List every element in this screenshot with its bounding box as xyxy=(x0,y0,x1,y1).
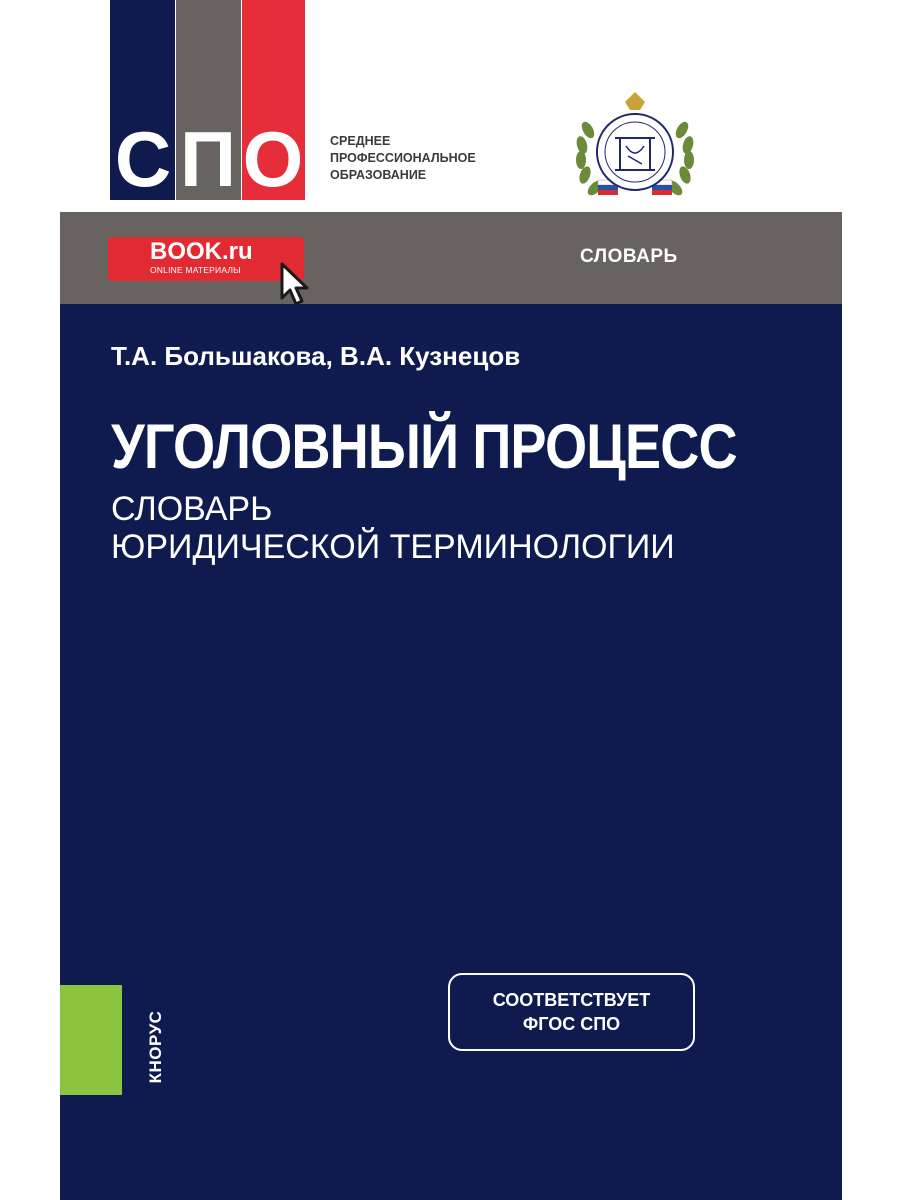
book-subtitle xyxy=(111,490,675,566)
category-label: СЛОВАРЬ xyxy=(580,246,678,267)
series-caption-line: ПРОФЕССИОНАЛЬНОЕ xyxy=(330,151,476,165)
standard-badge-line: СООТВЕТСТВУЕТ xyxy=(492,990,651,1010)
subtitle-line: ЮРИДИЧЕСКОЙ ТЕРМИНОЛОГИИ xyxy=(111,528,675,566)
series-caption xyxy=(330,133,476,184)
online-badge-subtitle: ONLINE МАТЕРИАЛЫ xyxy=(150,265,241,275)
series-caption-line: ОБРАЗОВАНИЕ xyxy=(330,168,427,182)
series-caption-line: СРЕДНЕЕ xyxy=(330,134,391,148)
series-letter: О xyxy=(242,115,303,203)
publisher-name: КНОРУС xyxy=(146,1010,165,1084)
academic-emblem-icon xyxy=(570,90,700,210)
online-badge-title: BOOK.ru xyxy=(150,238,253,265)
series-logo xyxy=(110,115,305,203)
subtitle-line: СЛОВАРЬ xyxy=(111,490,273,528)
book-title: УГОЛОВНЫЙ ПРОЦЕСС xyxy=(111,412,737,482)
cursor-arrow-icon xyxy=(270,258,316,308)
series-letter: П xyxy=(179,115,236,203)
standard-compliance-badge xyxy=(448,973,695,1051)
authors: Т.А. Большакова, В.А. Кузнецов xyxy=(111,341,521,371)
series-letter: С xyxy=(114,115,171,203)
publisher-color-block xyxy=(60,985,122,1095)
standard-badge-line: ФГОС СПО xyxy=(522,1014,621,1034)
